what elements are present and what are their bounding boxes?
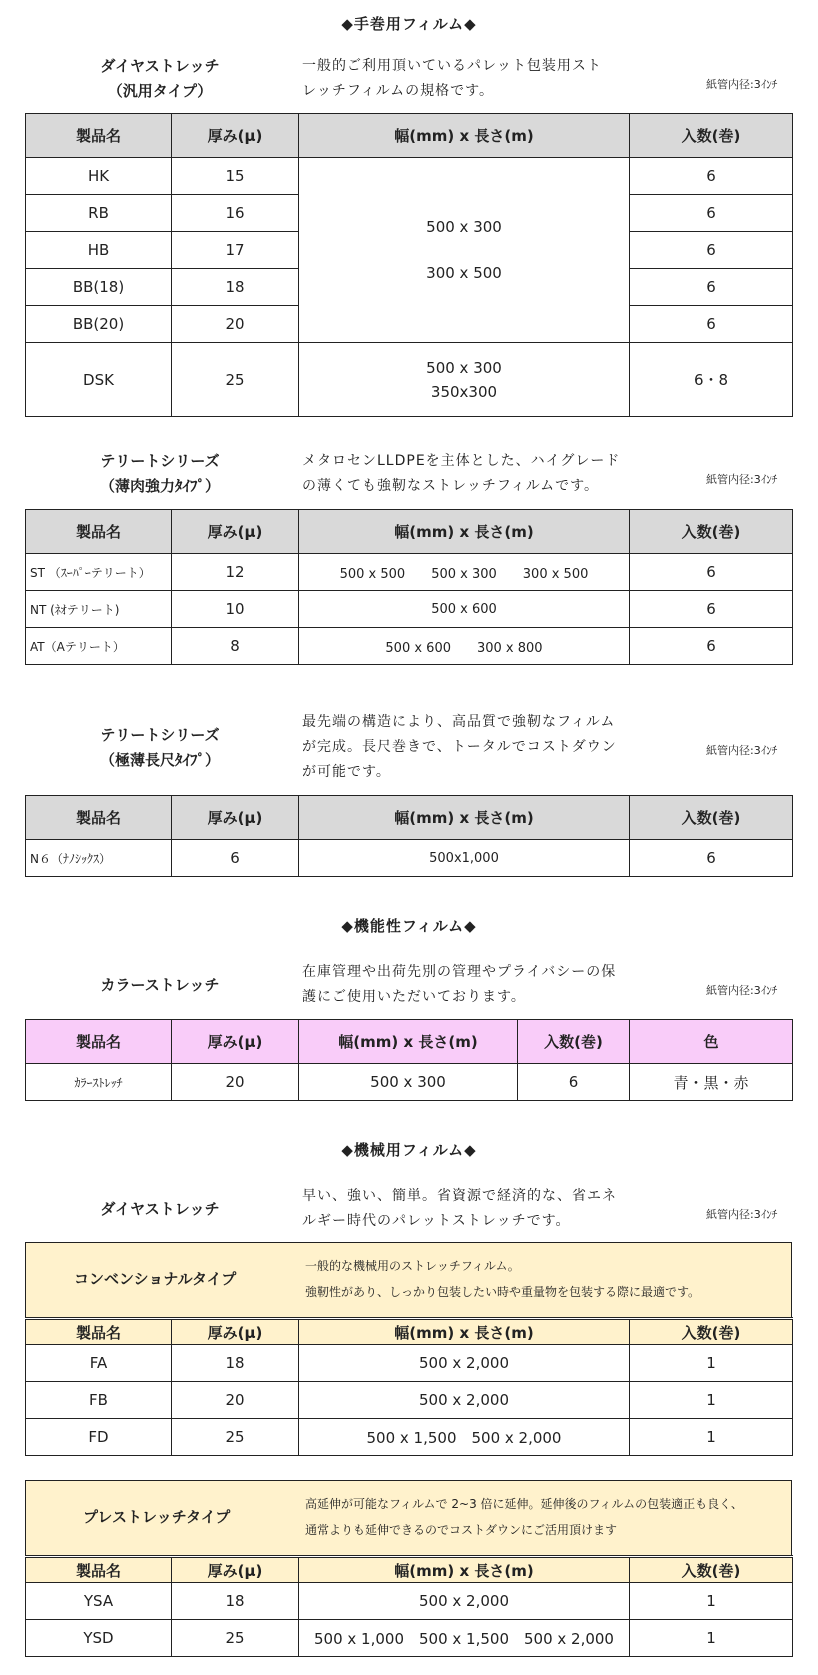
- cell-qty: 6: [630, 628, 793, 665]
- cell-qty: 6: [630, 195, 793, 232]
- product-description: [302, 710, 642, 785]
- product-description: [302, 54, 642, 104]
- cell-size-merged: [299, 158, 630, 343]
- type-header-prestretch: [25, 1480, 792, 1556]
- product-description: [302, 449, 642, 499]
- cell-name: BB(18): [26, 269, 172, 306]
- cell-qty: 6: [630, 591, 793, 628]
- cell-name: FB: [26, 1382, 172, 1419]
- table-row: [26, 591, 793, 628]
- cell-size: 500 x 1,500 500 x 2,000: [299, 1419, 630, 1456]
- col-header-thickness: 厚み(μ): [172, 796, 299, 840]
- cell-thickness: 8: [172, 628, 299, 665]
- cell-thickness: 25: [172, 1620, 299, 1657]
- col-header-thickness: 厚み(μ): [172, 1557, 299, 1583]
- table-row: [26, 1382, 793, 1419]
- col-header-size: 幅(mm) x 長さ(m): [299, 510, 630, 554]
- cell-size: 500 x 600 300 x 800: [299, 628, 630, 665]
- type-description: [305, 1253, 700, 1305]
- core-diameter-note: 紙管内径:3ｲﾝﾁ: [706, 744, 778, 757]
- desc-line: の薄くても強靭なストレッチフィルムです。: [302, 478, 600, 494]
- col-header-thickness: 厚み(μ): [172, 114, 299, 158]
- product-description: [302, 1184, 642, 1234]
- cell-name: NT (ﾈｵテリート): [26, 591, 172, 628]
- col-header-qty: 入数(巻): [518, 1020, 630, 1064]
- cell-thickness: 6: [172, 840, 299, 877]
- type-header-conventional: [25, 1242, 792, 1318]
- desc-line: 高延伸が可能なフィルムで 2~3 倍に延伸。延伸後のフィルムの包装適正も良く、: [305, 1497, 743, 1511]
- section-heading-functional: ◆機能性フィルム◆: [341, 917, 477, 935]
- product-title-line1: テリートシリーズ: [100, 726, 220, 744]
- product-title: カラーストレッチ: [100, 976, 220, 994]
- cell-name: YSD: [26, 1620, 172, 1657]
- col-header-name: 製品名: [26, 1319, 172, 1345]
- cell-qty: 6: [630, 269, 793, 306]
- cell-qty: 6: [630, 306, 793, 343]
- cell-color: 青・黒・赤: [630, 1064, 793, 1101]
- desc-line: 早い、強い、簡単。省資源で経済的な、省エネ: [302, 1188, 617, 1204]
- table-row: [26, 1419, 793, 1456]
- desc-line: 最先端の構造により、高品質で強靭なフィルム: [302, 714, 616, 730]
- product-title-line2: （薄肉強力ﾀｲﾌﾟ）: [99, 477, 220, 495]
- table-row: [26, 1064, 793, 1101]
- cell-qty: 6: [518, 1064, 630, 1101]
- cell-name: ｶﾗｰｽﾄﾚｯﾁ: [26, 1064, 172, 1101]
- size-line: 300 x 500: [426, 264, 502, 282]
- cell-name: ST （ｽｰﾊﾟｰテリート）: [26, 554, 172, 591]
- cell-name: FD: [26, 1419, 172, 1456]
- col-header-qty: 入数(巻): [630, 796, 793, 840]
- cell-name: HB: [26, 232, 172, 269]
- cell-size: 500 x 1,000 500 x 1,500 500 x 2,000: [299, 1620, 630, 1657]
- type-description: [305, 1491, 743, 1543]
- cell-qty: 6: [630, 158, 793, 195]
- core-diameter-note: 紙管内径:3ｲﾝﾁ: [706, 78, 778, 91]
- col-header-qty: 入数(巻): [630, 510, 793, 554]
- desc-line: が可能です。: [302, 764, 391, 780]
- col-header-thickness: 厚み(μ): [172, 1020, 299, 1064]
- cell-name: DSK: [26, 343, 172, 417]
- desc-line: 通常よりも延伸できるのでコストダウンにご活用頂けます: [305, 1523, 618, 1537]
- desc-line: 護にご使用いただいております。: [302, 989, 526, 1005]
- cell-size: 500 x 2,000: [299, 1345, 630, 1382]
- cell-name: RB: [26, 195, 172, 232]
- desc-line: 一般的ご利用頂いているパレット包装用スト: [302, 58, 602, 74]
- cell-thickness: 25: [172, 343, 299, 417]
- cell-name: BB(20): [26, 306, 172, 343]
- cell-thickness: 20: [172, 306, 299, 343]
- cell-thickness: 18: [172, 1345, 299, 1382]
- product-title-line2: （汎用タイプ）: [107, 82, 213, 100]
- section-heading-hand: ◆手巻用フィルム◆: [341, 15, 477, 33]
- col-header-name: 製品名: [26, 1020, 172, 1064]
- desc-line: メタロセンLLDPEを主体とした、ハイグレード: [302, 453, 621, 469]
- cell-qty: 6: [630, 840, 793, 877]
- cell-qty: 1: [630, 1345, 793, 1382]
- table-row: [26, 1620, 793, 1657]
- table-row: [26, 1583, 793, 1620]
- col-header-qty: 入数(巻): [630, 1319, 793, 1345]
- spec-table-color: [25, 1019, 793, 1101]
- cell-size: [299, 343, 630, 417]
- cell-size: 500 x 500 500 x 300 300 x 500: [299, 554, 630, 591]
- cell-qty: 1: [630, 1620, 793, 1657]
- spec-table-diamond: [25, 113, 793, 417]
- col-header-qty: 入数(巻): [630, 1557, 793, 1583]
- product-title: [55, 723, 265, 773]
- col-header-thickness: 厚み(μ): [172, 510, 299, 554]
- product-description: [302, 960, 642, 1010]
- product-title-line1: テリートシリーズ: [100, 452, 220, 470]
- table-row: [26, 554, 793, 591]
- cell-thickness: 16: [172, 195, 299, 232]
- cell-thickness: 18: [172, 1583, 299, 1620]
- col-header-size: 幅(mm) x 長さ(m): [299, 1020, 518, 1064]
- table-row: [26, 158, 793, 195]
- col-header-size: 幅(mm) x 長さ(m): [299, 1319, 630, 1345]
- desc-line: が完成。長尺巻きで、トータルでコストダウン: [302, 739, 617, 755]
- spec-table-teriito-thin: [25, 509, 793, 665]
- cell-qty: 6: [630, 232, 793, 269]
- cell-size: 500 x 2,000: [299, 1382, 630, 1419]
- col-header-size: 幅(mm) x 長さ(m): [299, 1557, 630, 1583]
- spec-table-conventional: [25, 1317, 793, 1456]
- product-title-line1: ダイヤストレッチ: [100, 57, 220, 75]
- desc-line: 在庫管理や出荷先別の管理やプライバシーの保: [302, 964, 617, 980]
- col-header-name: 製品名: [26, 510, 172, 554]
- table-row: [26, 840, 793, 877]
- col-header-thickness: 厚み(μ): [172, 1319, 299, 1345]
- spec-table-prestretch: [25, 1555, 793, 1657]
- table-row: [26, 1345, 793, 1382]
- product-title: [55, 449, 265, 499]
- core-diameter-note: 紙管内径:3ｲﾝﾁ: [706, 473, 778, 486]
- spec-table-teriito-ultra: [25, 795, 793, 877]
- cell-name: N６（ﾅﾉｼｯｸｽ）: [26, 840, 172, 877]
- cell-thickness: 15: [172, 158, 299, 195]
- size-line: 350x300: [430, 382, 498, 401]
- table-row: [26, 343, 793, 417]
- cell-name: HK: [26, 158, 172, 195]
- cell-size: 500 x 2,000: [299, 1583, 630, 1620]
- cell-thickness: 12: [172, 554, 299, 591]
- type-title: プレストレッチタイプ: [83, 1508, 231, 1526]
- col-header-size: 幅(mm) x 長さ(m): [299, 114, 630, 158]
- cell-qty: 1: [630, 1583, 793, 1620]
- col-header-qty: 入数(巻): [630, 114, 793, 158]
- cell-size: 500x1,000: [299, 840, 630, 877]
- cell-qty: 6・8: [630, 343, 793, 417]
- cell-thickness: 10: [172, 591, 299, 628]
- cell-thickness: 17: [172, 232, 299, 269]
- cell-qty: 1: [630, 1419, 793, 1456]
- size-line: 500 x 300: [426, 218, 502, 236]
- col-header-color: 色: [630, 1020, 793, 1064]
- core-diameter-note: 紙管内径:3ｲﾝﾁ: [706, 1208, 778, 1221]
- cell-thickness: 18: [172, 269, 299, 306]
- type-title: コンベンショナルタイプ: [74, 1270, 237, 1288]
- desc-line: 一般的な機械用のストレッチフィルム。: [305, 1259, 520, 1273]
- size-line: 500 x 300: [426, 358, 502, 377]
- core-diameter-note: 紙管内径:3ｲﾝﾁ: [706, 984, 778, 997]
- col-header-size: 幅(mm) x 長さ(m): [299, 796, 630, 840]
- cell-name: FA: [26, 1345, 172, 1382]
- cell-qty: 1: [630, 1382, 793, 1419]
- cell-thickness: 20: [172, 1382, 299, 1419]
- cell-thickness: 25: [172, 1419, 299, 1456]
- cell-name: AT（Aテリート）: [26, 628, 172, 665]
- product-title-line2: （極薄長尺ﾀｲﾌﾟ）: [99, 751, 220, 769]
- product-title: [55, 54, 265, 104]
- cell-size: 500 x 600: [299, 591, 630, 628]
- cell-thickness: 20: [172, 1064, 299, 1101]
- desc-line: レッチフィルムの規格です。: [302, 83, 495, 99]
- col-header-name: 製品名: [26, 796, 172, 840]
- table-row: [26, 628, 793, 665]
- col-header-name: 製品名: [26, 1557, 172, 1583]
- desc-line: 強靭性があり、しっかり包装したい時や重量物を包装する際に最適です。: [305, 1285, 701, 1299]
- product-title: ダイヤストレッチ: [100, 1200, 220, 1218]
- col-header-name: 製品名: [26, 114, 172, 158]
- cell-size: 500 x 300: [299, 1064, 518, 1101]
- section-heading-machine: ◆機械用フィルム◆: [341, 1141, 477, 1159]
- cell-qty: 6: [630, 554, 793, 591]
- cell-name: YSA: [26, 1583, 172, 1620]
- desc-line: ルギー時代のパレットストレッチです。: [302, 1213, 571, 1229]
